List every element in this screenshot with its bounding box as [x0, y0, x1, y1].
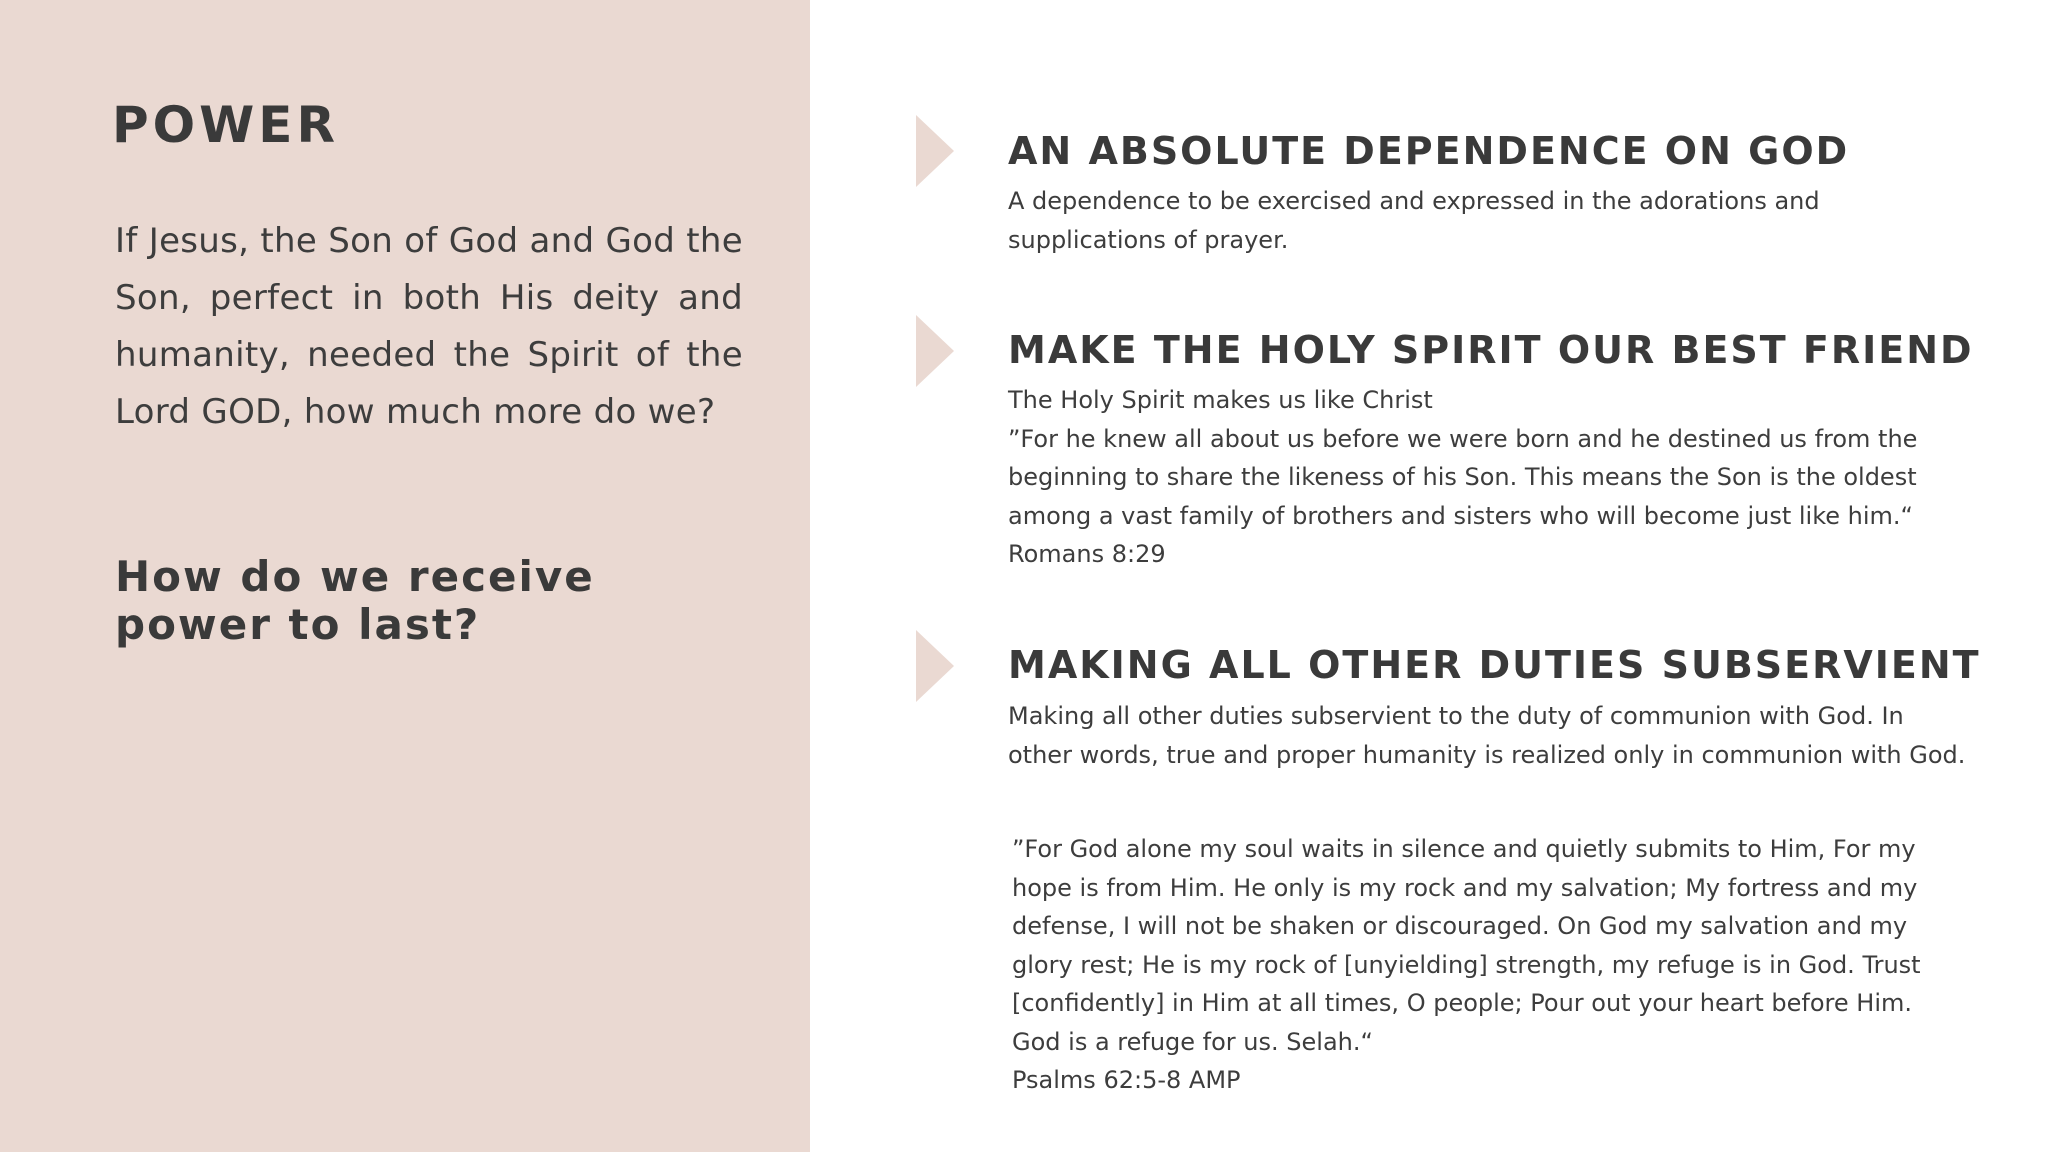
chevron-right-icon: [916, 630, 954, 702]
section-quote-block: [1012, 830, 1962, 1100]
chevron-right-icon: [916, 315, 954, 387]
section-reference: Psalms 62:5-8 AMP: [1012, 1066, 1241, 1094]
chevron-right-icon: [916, 115, 954, 187]
section-title: MAKING ALL OTHER DUTIES SUBSERVIENT: [1008, 643, 1981, 687]
section-body: [1008, 381, 1968, 574]
section-body: [1008, 697, 1968, 774]
slide-title: POWER: [112, 96, 339, 154]
section-quote: ”For he knew all about us before we were born and he destined us from the beginning to share the likeness of his Son. This means the Son is the oldest among a vast family of brothers and sisters who will become just like him.“: [1008, 424, 1918, 530]
section-paragraph: Making all other duties subservient to the duty of communion with God. In other words, true and proper humanity is realized only in communion with God.: [1008, 702, 1966, 769]
section-body: [1008, 182, 1968, 259]
section-quote: ”For God alone my soul waits in silence and quietly submits to Him, For my hope is from Him. He only is my rock and my salvation; My fortress and my defense, I will not be shaken or discouraged. On God my salvation and my glory rest; He is my rock of [unyielding] strength, my refuge is in God. Trust [confidently] in Him at all times, O people; Pour out your heart before Him. God is a refuge for us. Selah.“: [1012, 835, 1921, 1056]
section-paragraph: The Holy Spirit makes us like Christ: [1008, 386, 1433, 414]
section-title: AN ABSOLUTE DEPENDENCE ON GOD: [1008, 129, 1850, 173]
section-title: MAKE THE HOLY SPIRIT OUR BEST FRIEND: [1008, 328, 1974, 372]
key-question: How do we receive power to last?: [115, 552, 595, 649]
left-panel: [0, 0, 810, 1152]
section-reference: Romans 8:29: [1008, 540, 1166, 568]
section-paragraph: A dependence to be exercised and expressed in the adorations and supplications of prayer.: [1008, 187, 1820, 254]
intro-paragraph: If Jesus, the Son of God and God the Son, perfect in both His deity and humanity, needed the Spirit of the Lord GOD, how much more do we?: [115, 221, 743, 432]
